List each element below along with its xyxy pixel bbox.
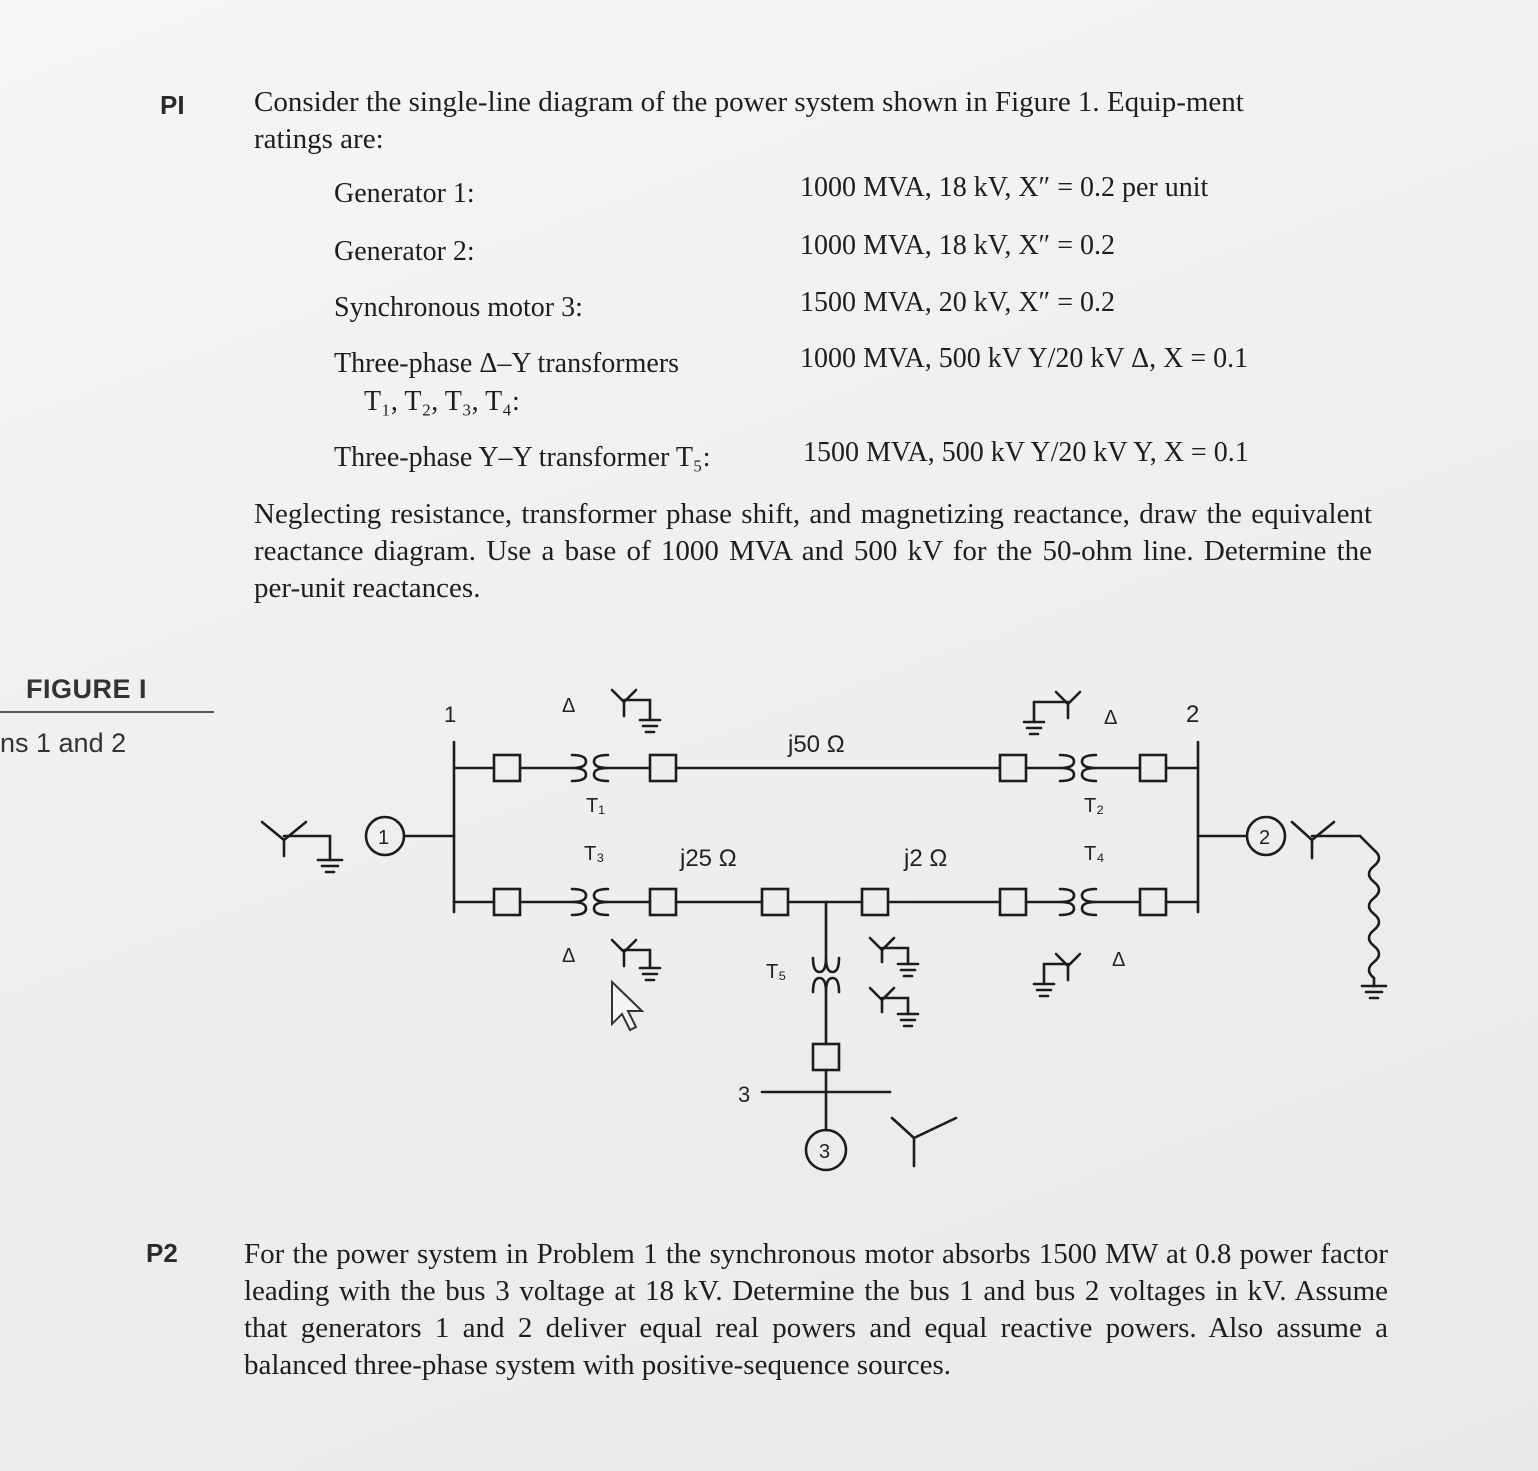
rating-generator-2-name: Generator 2: [334, 236, 475, 267]
transformer-t4-primary [1060, 889, 1074, 915]
line-25-label: j25 Ω [680, 845, 737, 872]
bus-2-label: 2 [1186, 701, 1200, 728]
rating-motor-3-name: Synchronous motor 3: [334, 292, 583, 323]
t1-wye-ground-icon [612, 690, 660, 732]
mouse-cursor-icon [612, 982, 642, 1030]
generator-1-wye-ground-icon [262, 822, 342, 872]
t1-label: T₁ [586, 795, 605, 817]
rating-transformers-t1-t4-list: T₁, T₂, T₃, T₄: [364, 386, 520, 417]
rating-motor-3-value: 1500 MVA, 20 kV, X″ = 0.2 [800, 287, 1116, 318]
rating-transformer-t5-name: Three-phase Y–Y transformer T₅: [334, 442, 711, 473]
generator-1-label: 1 [378, 827, 390, 849]
figure-label: FIGURE I [26, 674, 148, 704]
transformer-t5-secondary [813, 978, 839, 992]
generator-2-label: 2 [1259, 827, 1271, 849]
rating-transformers-t1-t4-name: Three-phase Δ–Y transformers [334, 348, 680, 379]
transformer-t3-secondary [594, 889, 608, 915]
t1-delta-label: Δ [562, 695, 576, 717]
t2-delta-label: Δ [1104, 707, 1118, 729]
transformer-t4-secondary [1082, 889, 1096, 915]
bus-1-label: 1 [444, 702, 457, 727]
line-50-label: j50 Ω [788, 731, 845, 758]
transformer-t1-secondary [594, 755, 608, 781]
breaker-top-left [494, 755, 520, 781]
transformer-t2-primary [1060, 755, 1074, 781]
t5-lower-wye-ground-icon [870, 988, 918, 1026]
rating-transformers-t1-t4-value: 1000 MVA, 500 kV Y/20 kV Δ, X = 0.1 [800, 343, 1249, 374]
grounding-reactor-icon [1369, 850, 1379, 978]
rating-generator-1-name: Generator 1: [334, 178, 475, 209]
transformer-t3-primary [572, 889, 586, 915]
problem-2-text: For the power system in Problem 1 the synchronous motor absorbs 1500 MW at 0.8 power factor leading with the bus 3 voltage at 18 kV. Determine the bus 1 and bus 2 voltages in kV. Assume that generators 1 and 2 deliver equal real powers and equal reactive powers. Also assume a balanced three-phase system with positive-sequence sources. [244, 1238, 1388, 1381]
generator-2-wye-icon [1292, 822, 1374, 858]
breaker-top-right [1140, 755, 1166, 781]
t4-wye-ground-icon [1034, 954, 1080, 996]
breaker-top-t1 [650, 755, 676, 781]
problem-2-label: P2 [146, 1238, 178, 1268]
breaker-line-25-end [762, 889, 788, 915]
problem-1-question: Neglecting resistance, transformer phase shift, and magnetizing reactance, draw the equivalent reactance diagram. Use a base of 1000 MVA and 500 kV for the 50-ohm line. Determine the per-unit reactances. [254, 498, 1372, 604]
rating-transformer-t5-value: 1500 MVA, 500 kV Y/20 kV Y, X = 0.1 [803, 437, 1249, 468]
t4-delta-label: Δ [1112, 949, 1126, 971]
motor-3-label: 3 [819, 1141, 831, 1163]
breaker-bottom-t3 [650, 889, 676, 915]
t4-label: T₄ [1084, 843, 1105, 865]
breaker-bottom-right [1140, 889, 1166, 915]
transformer-t1-primary [572, 755, 586, 781]
line-2-label: j2 Ω [904, 845, 948, 872]
rating-generator-2-value: 1000 MVA, 18 kV, X″ = 0.2 [800, 230, 1116, 261]
t3-delta-label: Δ [562, 945, 576, 967]
t3-wye-ground-icon [612, 940, 660, 980]
t2-wye-ground-icon [1024, 692, 1080, 734]
breaker-bottom-t4 [1000, 889, 1026, 915]
bus-3-label: 3 [738, 1082, 751, 1107]
breaker-top-t2 [1000, 755, 1026, 781]
breaker-line-2-start [862, 889, 888, 915]
problem-1-label: PI [160, 90, 185, 120]
figure-caption: ns 1 and 2 [0, 728, 127, 758]
breaker-t5-bus3 [813, 1044, 839, 1070]
transformer-t2-secondary [1082, 755, 1096, 781]
t3-label: T₃ [584, 843, 605, 865]
transformer-t5-primary [813, 958, 839, 972]
motor-3-wye-icon [892, 1118, 956, 1166]
t2-label: T₂ [1084, 795, 1104, 817]
problem-1-intro: Consider the single-line diagram of the power system shown in Figure 1. Equip-ment ratings are: [254, 86, 1244, 155]
rating-generator-1-value: 1000 MVA, 18 kV, X″ = 0.2 per unit [800, 172, 1209, 203]
breaker-bottom-left [494, 889, 520, 915]
t5-upper-wye-ground-icon [870, 938, 918, 976]
t5-label: T₅ [766, 961, 787, 983]
